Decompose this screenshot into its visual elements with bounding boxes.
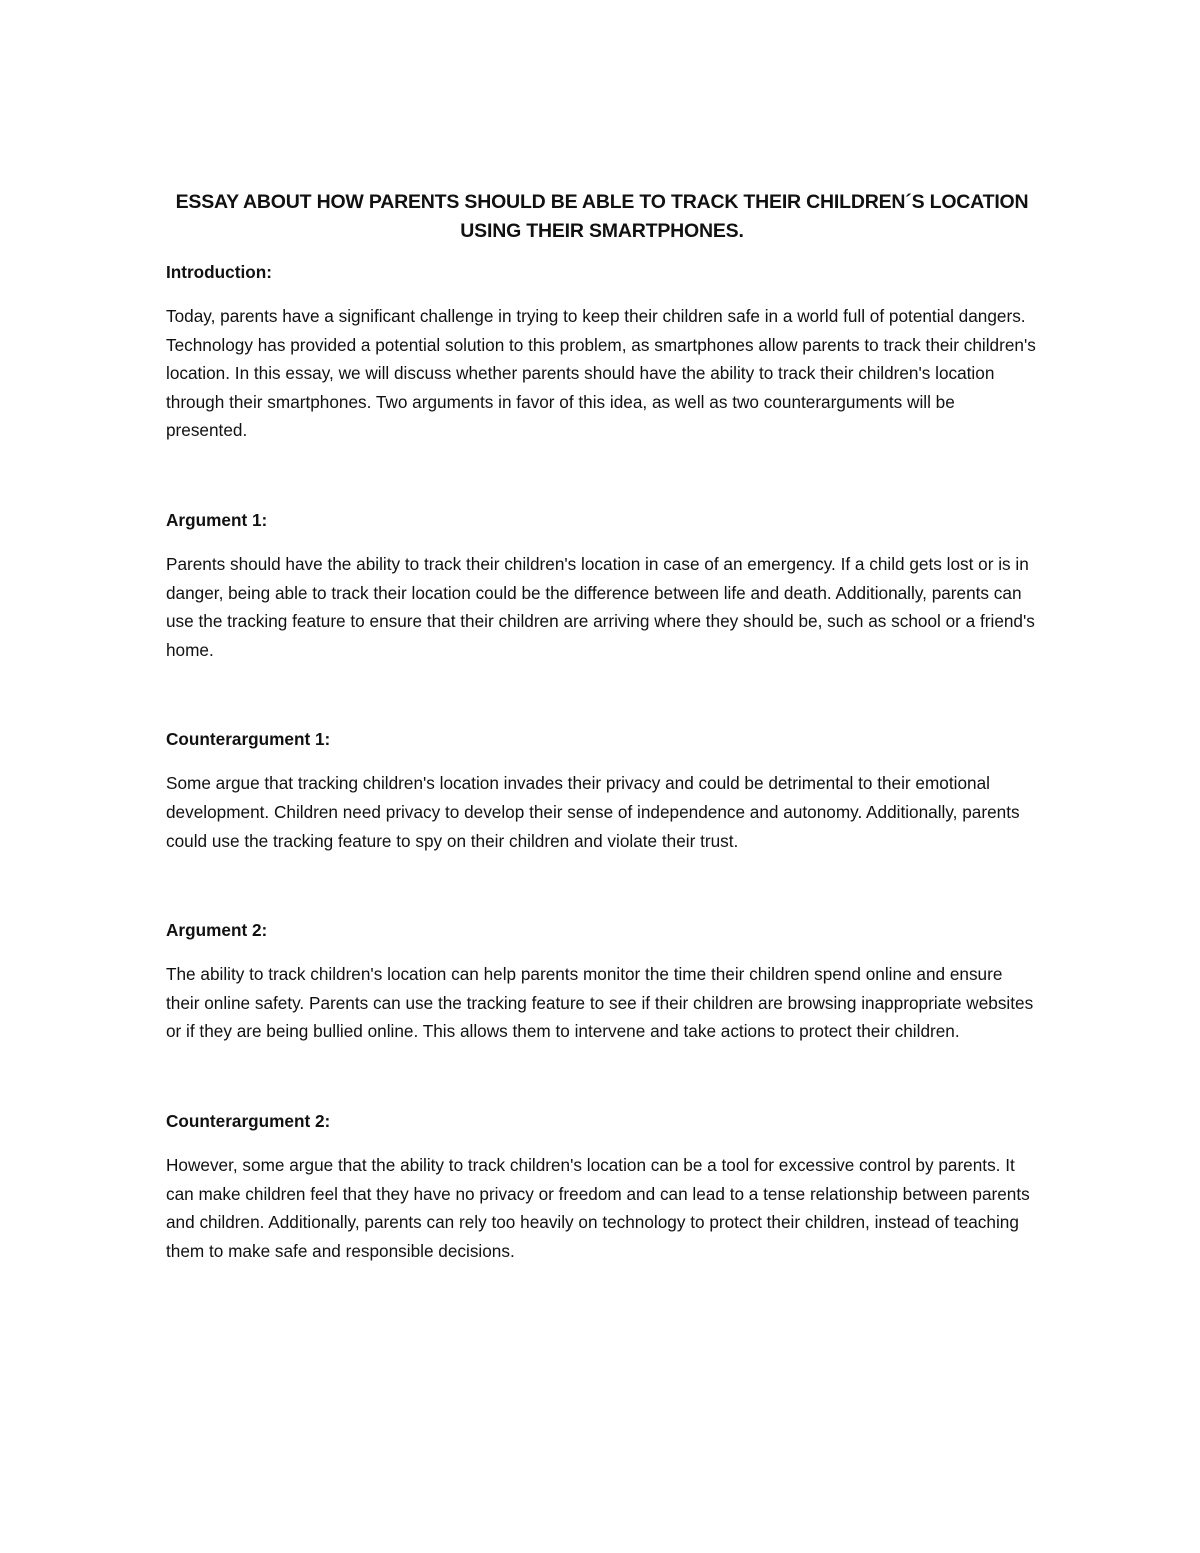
section-heading: Counterargument 2: xyxy=(166,1110,331,1131)
document-title xyxy=(146,188,1058,246)
section-counterargument-1 xyxy=(166,725,1038,855)
section-body: The ability to track children's location can help parents monitor the time their children spend online and ensure their online safety. Parents can use the tracking feature to see if their children are browsing inappropriate websites or if they are being bullied online. This allows them to intervene and take actions to protect their children. xyxy=(166,964,1034,1042)
section-heading: Argument 2: xyxy=(166,920,268,941)
section-introduction xyxy=(166,258,1038,445)
section-argument-1 xyxy=(166,506,1038,664)
title-line-1: ESSAY ABOUT HOW PARENTS SHOULD BE ABLE TO TRACK THEIR CHILDREN´S LOCATION xyxy=(175,191,1029,213)
section-body: However, some argue that the ability to track children's location can be a tool for excessive control by parents. It can make children feel that they have no privacy or freedom and can lead to a tense relationship between parents and children. Additionally, parents can rely too heavily on technology to protect their children, instead of teaching them to make safe and responsible decisions. xyxy=(166,1154,1030,1261)
section-argument-2 xyxy=(166,916,1038,1046)
section-body: Today, parents have a significant challenge in trying to keep their children safe in a world full of potential dangers. Technology has provided a potential solution to this problem, as smartphones allow parents to track their children's location. In this essay, we will discuss whether parents should have the ability to track their children's location through their smartphones. Two arguments in favor of this idea, as well as two counterarguments will be presented. xyxy=(166,306,1036,441)
section-heading: Counterargument 1: xyxy=(166,729,331,750)
section-heading: Introduction: xyxy=(166,262,272,282)
section-counterargument-2 xyxy=(166,1107,1038,1265)
document-page xyxy=(166,188,1038,1265)
title-line-2: USING THEIR SMARTPHONES. xyxy=(460,220,744,242)
section-body: Parents should have the ability to track their children's location in case of an emergency. If a child gets lost or is in danger, being able to track their location could be the difference between life and death. Additionally, parents can use the tracking feature to ensure that their children are arriving where they should be, such as school or a friend's home. xyxy=(166,553,1035,660)
section-body: Some argue that tracking children's location invades their privacy and could be detrimental to their emotional development. Children need privacy to develop their sense of independence and autonomy. Additionally, parents could use the tracking feature to spy on their children and violate their trust. xyxy=(166,773,1020,851)
section-heading: Argument 1: xyxy=(166,509,268,530)
